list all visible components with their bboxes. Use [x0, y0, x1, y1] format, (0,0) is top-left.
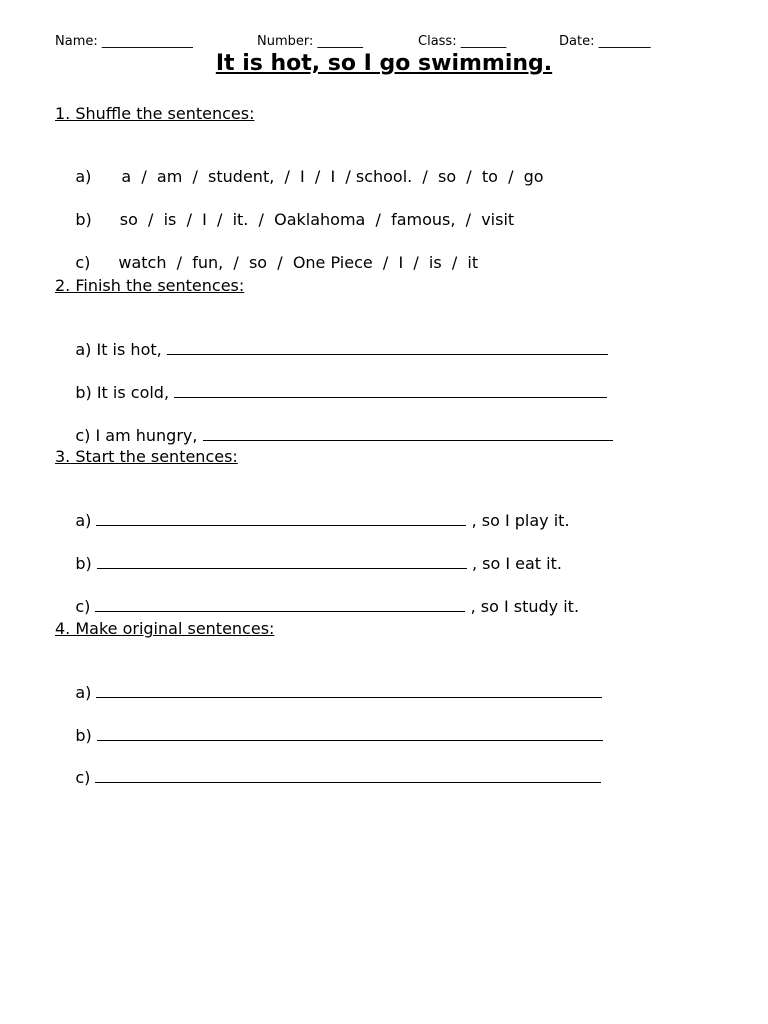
number-field: Number: _______ [257, 34, 364, 49]
item-label: a) [75, 683, 92, 702]
sentence-end: , so I eat it. [471, 554, 562, 573]
item-label: c) [75, 768, 91, 787]
section1-heading: 1. Shuffle the sentences: [55, 104, 255, 123]
answer-blank[interactable] [96, 510, 466, 526]
original-item-c [55, 747, 601, 808]
worksheet-title: It is hot, so I go swimming. [215, 51, 553, 76]
shuffle-words: watch / fun, / so / One Piece / I / is / it [118, 253, 479, 272]
shuffle-words: a / am / student, / I / I / school. / so / to / go [121, 167, 544, 186]
answer-blank[interactable] [96, 682, 602, 698]
answer-blank[interactable] [95, 596, 465, 612]
item-label: a) [75, 167, 92, 186]
name-field: Name: ______________ [55, 34, 193, 49]
answer-blank[interactable] [97, 725, 603, 741]
sentence-start: c) I am hungry, [75, 426, 198, 445]
item-label: b) [75, 554, 92, 573]
answer-blank[interactable] [95, 767, 601, 783]
answer-blank[interactable] [97, 553, 467, 569]
section4-heading: 4. Make original sentences: [55, 619, 275, 638]
answer-blank[interactable] [167, 339, 608, 355]
item-label: b) [75, 726, 92, 745]
answer-blank[interactable] [203, 425, 613, 441]
sentence-start: a) It is hot, [75, 340, 162, 359]
answer-blank[interactable] [174, 382, 607, 398]
date-field: Date: ________ [559, 34, 651, 49]
item-label: c) [75, 253, 91, 272]
item-label: a) [75, 511, 92, 530]
section3-heading: 3. Start the sentences: [55, 447, 238, 466]
section2-heading: 2. Finish the sentences: [55, 276, 245, 295]
item-label: b) [75, 210, 92, 229]
shuffle-words: so / is / I / it. / Oaklahoma / famous, / visit [119, 210, 515, 229]
sentence-end: , so I play it. [471, 511, 570, 530]
sentence-end: , so I study it. [470, 597, 580, 616]
class-field: Class: _______ [418, 34, 507, 49]
item-label: c) [75, 597, 91, 616]
sentence-start: b) It is cold, [75, 383, 170, 402]
